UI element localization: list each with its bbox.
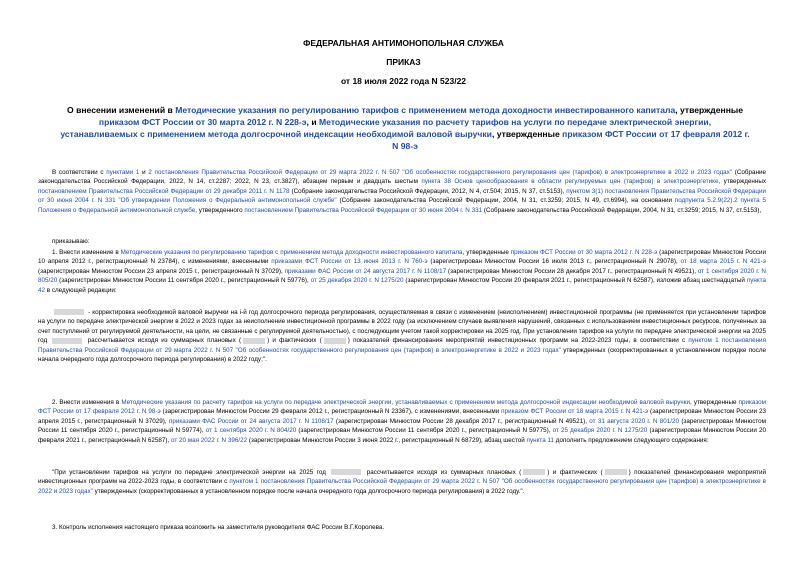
link[interactable]: пункта 42 bbox=[38, 277, 766, 294]
quoted-amendment-2: "При установлении тарифов на услуги по передаче электрической энергии на 2025 год рассчитывается исходя из суммарных плановых ( ) и фактических ( ) показателей финансирования мероприятий инвестиционных программ на 2022-2023 годы, в соответствии с пунктом 1 постановления Правительства Российской Федерации от 29 марта 2022 г. N 507 "Об особенностях государственного регулирования цен (тарифов) в электроэнергетике в 2022 и 2023 годах" утвержденных (скорректированных в установленном порядке после начала очередного года долгосрочного периода регулирования) в 2022 году.". bbox=[38, 469, 766, 495]
link[interactable]: от 1 сентября 2020 г. N 804/20 bbox=[205, 427, 297, 435]
link[interactable]: пунктами 1 bbox=[106, 169, 140, 176]
link[interactable]: приказом ФСТ России от 30 марта 2012 г. N 228-э bbox=[510, 249, 658, 256]
link[interactable]: приказом ФСТ России от 18 марта 2015 г. N 421-э bbox=[501, 408, 649, 416]
link[interactable]: пунктом 1 постановления Правительства Российской Федерации от 29 марта 2022 г. N 507 "Об особенностях государственного регулирования цен (тарифов) в электроэнергетике в 2022 и 2023 годах" bbox=[38, 478, 766, 495]
link[interactable]: от 18 марта 2015 г. N 421-э bbox=[680, 258, 766, 266]
formula-image bbox=[523, 469, 545, 475]
link[interactable]: Методические указания по регулированию тарифов с применением метода доходности инвестированного капитала bbox=[120, 249, 463, 256]
link[interactable]: от 1 сентября 2020 г. N 805/20 bbox=[38, 267, 766, 285]
title-link-methodology-1[interactable]: Методические указания по регулированию тарифов с применением метода доходности инвестированного капитала bbox=[175, 105, 676, 115]
link[interactable]: приказами ФСТ России от 13 июня 2013 г. N 760-э bbox=[271, 258, 428, 266]
formula-image bbox=[331, 469, 361, 475]
link[interactable]: приказом ФСТ России от 17 февраля 2012 г. N 98-э bbox=[38, 399, 767, 416]
item-3-paragraph: 3. Контроль исполнения настоящего приказа возложить на заместителя руководителя ФАС России В.Г.Королева. bbox=[52, 524, 385, 531]
preamble-paragraph: В соответствии с пунктами 1 и 2 постановления Правительства Российской Федерации от 29 марта 2022 г. N 507 "Об особенностях государственного регулирования цен (тарифов) в электроэнергетике в 2022 и 2023 годах" (Собрание законодательства Российской Федерации, 2022, N 14, ст.2287; 2022, N 23, ст.3827), абзацем первым и двадцать шестым пункта 38 Основ ценообразования в области регулируемых цен (тарифов) в электроэнергетике, утвержденных постановлением Правительства Российской Федерации от 29 декабря 2011 г. N 1178 (Собрание законодательства Российской Федерации, 2012, N 4, ст.504; 2015, N 37, ст.5153), пунктом 3(1) постановления Правительства Российской Федерации от 30 июня 2004 г. N 331 "Об утверждении Положения о Федеральной антимонопольной службе" (Собрание законодательства Российской Федерации, 2004, N 31, ст.3259; 2015, N 49, ст.6994), на основании подпункта 5.2.9(22).2 пункта 5 Положения о Федеральной антимонопольной службе, утвержденного постановлением Правительства Российской Федерации от 30 июня 2004 г. N 331 (Собрание законодательства Российской Федерации, 2004, N 31, ст.3259; 2015, N 37, ст.5153), bbox=[38, 169, 767, 214]
title-text: О внесении изменений в bbox=[67, 105, 176, 115]
order-word: приказываю: bbox=[52, 238, 90, 245]
formula-image bbox=[54, 309, 84, 315]
link[interactable]: пунктом 1 постановления Правительства Российской Федерации от 29 марта 2022 г. N 507 "Об особенностях государственного регулирования цен (тарифов) в электроэнергетике в 2022 и 2023 годах" bbox=[38, 337, 766, 354]
formula-image bbox=[605, 469, 627, 475]
title-link-methodology-2[interactable]: Методические указания по расчету тарифов на услуги по передаче электрической энергии, устанавливаемых с применением метода долгосрочной индексации необходимой валовой выручки bbox=[60, 117, 712, 139]
link[interactable]: приказами ФАС России от 24 августа 2017 г. N 1108/17 bbox=[284, 267, 447, 275]
title-text: , и bbox=[306, 117, 319, 127]
link[interactable]: постановлением Правительства Российской Федерации от 29 декабря 2011 г. N 1178 bbox=[38, 187, 290, 195]
item-1-paragraph: 1. Внести изменение в Методические указания по регулированию тарифов с применением метода доходности инвестированного капитала, утвержденные приказом ФСТ России от 30 марта 2012 г. N 228-э (зарегистрирован Минюстом России 10 апреля 2012 г., регистрационный N 23784), с изменениями, внесенными приказами ФСТ России от 13 июня 2013 г. N 760-э (зарегистрирован Минюстом России 16 июля 2013 г., регистрационный N 29078), от 18 марта 2015 г. N 421-э (зарегистрирован Минюстом России 23 апреля 2015 г., регистрационный N 37029), приказами ФАС России от 24 августа 2017 г. N 1108/17 (зарегистрирован Минюстом России 28 декабря 2017 г., регистрационный N 49521), от 1 сентября 2020 г. N 805/20 (зарегистрирован Минюстом России 11 сентября 2020 г., регистрационный N 59776), от 25 декабря 2020 г. N 1275/20 (зарегистрирован Минюстом России 20 февраля 2021 г., регистрационный N 62587), изложив абзац шестнадцатый пункта 42 в следующей редакции: bbox=[38, 249, 766, 294]
title-link-order-228[interactable]: приказом ФСТ России от 30 марта 2012 г. N 228-э bbox=[98, 117, 307, 127]
document-title bbox=[60, 104, 750, 152]
link[interactable]: от 31 августа 2020 г. N 801/20 bbox=[589, 417, 680, 425]
link[interactable]: приказами ФАС России от 24 августа 2017 г. N 1108/17 bbox=[168, 417, 334, 425]
formula-image bbox=[52, 338, 82, 344]
link[interactable]: подпункта 5.2.9(22).2 пункта 5 Положения о Федеральной антимонопольной службе bbox=[38, 197, 766, 214]
agency-name: ФЕДЕРАЛЬНАЯ АНТИМОНОПОЛЬНАЯ СЛУЖБА bbox=[303, 38, 504, 48]
title-link-order-98[interactable]: приказом ФСТ России от 17 февраля 2012 г. N 98-э bbox=[392, 129, 750, 151]
link[interactable]: постановлением Правительства Российской Федерации от 30 июня 2004 г. N 331 bbox=[244, 206, 483, 214]
title-text: , утвержденные bbox=[675, 105, 743, 115]
link[interactable]: от 20 мая 2022 г. N 396/22 bbox=[171, 436, 248, 444]
item-2-paragraph: 2. Внести изменения в Методические указания по расчету тарифов на услуги по передаче электрической энергии, устанавливаемых с применением метода долгосрочной индексации необходимой валовой выручки, утвержденные приказом ФСТ России от 17 февраля 2012 г. N 98-э (зарегистрирован Минюстом России 29 февраля 2012 г., регистрационный N 23367), с изменениями, внесенными приказом ФСТ России от 18 марта 2015 г. N 421-э (зарегистрирован Минюстом России 23 апреля 2015 г., регистрационный N 37029), приказами ФАС России от 24 августа 2017 г. N 1108/17 (зарегистрирован Минюстом России 28 декабря 2017 г., регистрационный N 49521), от 31 августа 2020 г. N 801/20 (зарегистрирован Минюстом России 11 сентября 2020 г., регистрационный N 59774), от 1 сентября 2020 г. N 804/20 (зарегистрирован Минюстом России 11 сентября 2020 г., регистрационный N 59775), от 25 декабря 2020 г. N 1275/20 (зарегистрирован Минюстом России 20 февраля 2021 г., регистрационный N 62587), от 20 мая 2022 г. N 396/22 (зарегистрирован Минюстом России 3 июня 2022 г., регистрационный N 68729), абзац шестой пункта 11 дополнить предложением следующего содержания: bbox=[38, 399, 767, 444]
link[interactable]: от 25 декабря 2020 г. N 1275/20 bbox=[310, 277, 404, 285]
formula-image bbox=[243, 338, 265, 344]
link[interactable]: пункта 38 Основ ценообразования в области регулируемых цен (тарифов) в электроэнергетике bbox=[421, 178, 719, 186]
link[interactable]: пунктом 3(1) постановления Правительства Российской Федерации от 30 июня 2004 г. N 331 "Об утверждении Положения о Федеральной антимонопольной службе" bbox=[38, 187, 767, 205]
link[interactable]: от 25 декабря 2020 г. N 1275/20 bbox=[552, 427, 648, 435]
quoted-amendment-1: - корректировка необходимой валовой выручки на i-й год долгосрочного периода регулирования, осуществляемая в связи с изменением (неисполнением) инвестиционной программы (не применяется при установлении тарифов на услуги по передаче электрической энергии в 2022 и 2023 годах за неисполнение инвестиционной программы в 2022 году (за исключением случаев выявления нарушений, связанных с использованием инвестиционных ресурсов, полученных за счет поступлений от регулируемой деятельности, на цели, не связанные с регулируемой деятельностью), с последующим учетом такой корректировки на 2025 год. При установлении тарифов на услуги по передаче электрической энергии на 2025 год рассчитывается исходя из суммарных плановых ( ) и фактических ( ) показателей финансирования мероприятий инвестиционных программ на 2022-2023 годы, в соответствии с пунктом 1 постановления Правительства Российской Федерации от 29 марта 2022 г. N 507 "Об особенностях государственного регулирования цен (тарифов) в электроэнергетике в 2022 и 2023 годах" утвержденных (скорректированных в установленном порядке после начала очередного года долгосрочного периода регулирования) в 2022 году;". bbox=[38, 309, 766, 364]
document-type: ПРИКАЗ bbox=[386, 57, 421, 67]
title-text: , утвержденные bbox=[491, 129, 563, 139]
formula-image bbox=[324, 338, 346, 344]
document-date-number: от 18 июля 2022 года N 523/22 bbox=[340, 76, 467, 86]
link[interactable]: Методические указания по расчету тарифов на услуги по передаче электрической энергии, устанавливаемых с применением метода долгосрочной индексации необходимой валовой выручки bbox=[121, 399, 690, 406]
link[interactable]: 2 постановления Правительства Российской Федерации от 29 марта 2022 г. N 507 "Об особенностях государственного регулирования цен (тарифов) в электроэнергетике в 2022 и 2023 годах" bbox=[148, 169, 733, 176]
link[interactable]: пункта 11 bbox=[526, 436, 555, 444]
